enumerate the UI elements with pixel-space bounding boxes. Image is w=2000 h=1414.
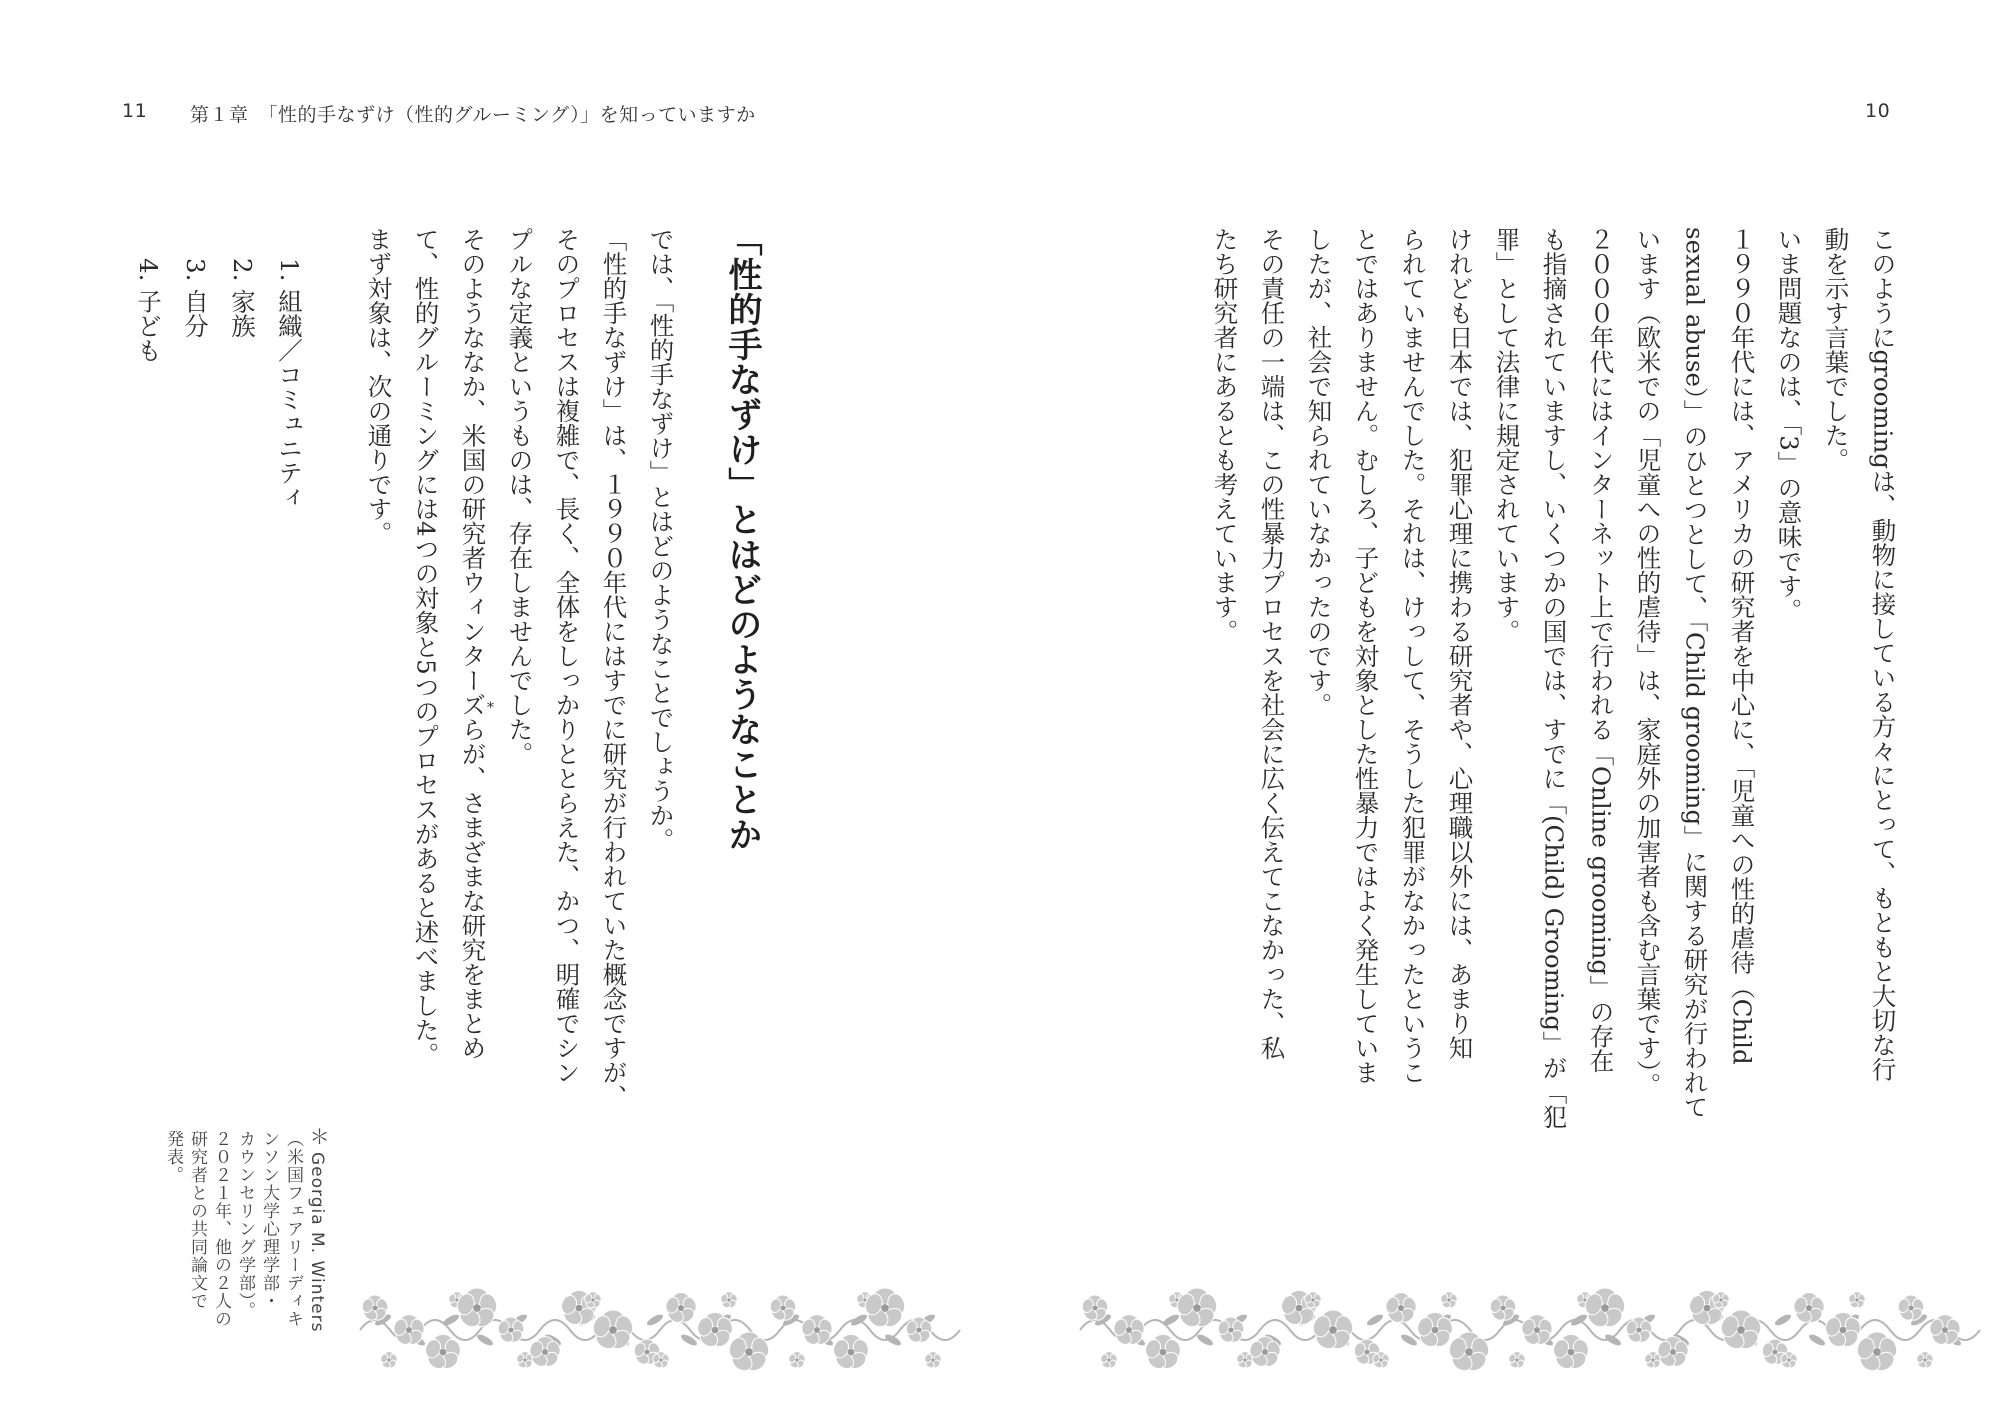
- footnote-line: Georgia M. Winters: [307, 1152, 327, 1333]
- leaf-icon: [441, 1312, 460, 1327]
- body-column: プルな定義というものは、存在しませんでした。: [505, 227, 535, 766]
- page-number-left: 11: [122, 100, 148, 122]
- flower-icon: [1384, 1293, 1418, 1326]
- leaf-icon: [1399, 1332, 1418, 1347]
- flower-icon: [380, 1352, 399, 1370]
- leaf-icon: [1807, 1332, 1826, 1347]
- flower-icon: [831, 1334, 870, 1372]
- flower-icon: [1855, 1332, 1900, 1374]
- footnote-line: カウンセリング学部）。: [235, 1130, 255, 1320]
- footnote-reference-mark: *: [487, 700, 494, 716]
- body-column: 罪」として法律に規定されています。: [1492, 227, 1522, 644]
- flower-icon: [924, 1352, 943, 1370]
- footnote-line: 発表。: [163, 1130, 183, 1184]
- body-column: いま問題なのは、「3」の意味です。: [1774, 227, 1804, 623]
- body-column: 動を示す言葉でした。: [1821, 227, 1851, 472]
- footnote-line: ２０２１年、他の２人の: [211, 1130, 231, 1328]
- body-column: まず対象は、次の通りです。: [364, 227, 394, 546]
- leaf-icon: [645, 1312, 664, 1327]
- floral-vine-ornament-left: [355, 1275, 945, 1385]
- body-column: そのプロセスは複雑で、長く、全体をしっかりととらえた、かつ、明確でシン: [552, 227, 582, 1085]
- leaf-icon: [1365, 1312, 1384, 1327]
- body-column: けれども日本では、犯罪心理に携わる研究者や、心理職以外には、あまり知: [1445, 227, 1475, 1060]
- list-item: 3. 自分: [181, 258, 210, 339]
- footnote-line: 研究者との共同論文で: [187, 1130, 207, 1310]
- section-heading: 「性的手なずけ」とはどのようなことか: [722, 222, 762, 852]
- flower-icon: [423, 1334, 462, 1372]
- body-column: とではありません。むしろ、子どもを対象とした性暴力ではよく発生していま: [1351, 227, 1381, 1085]
- leaf-icon: [1773, 1312, 1792, 1327]
- footnote-line: ンソン大学心理学部・: [259, 1130, 279, 1310]
- flower-icon: [1143, 1334, 1182, 1372]
- flower-icon: [1440, 1292, 1459, 1310]
- body-column: ２０００年代にはインターネット上で行われる「Online grooming」の存在: [1586, 227, 1616, 1074]
- flower-icon: [727, 1332, 772, 1374]
- leaf-icon: [1195, 1332, 1214, 1347]
- list-item: 4. 子ども: [134, 258, 163, 363]
- body-column: したが、社会で知られていなかったのです。: [1304, 227, 1334, 717]
- body-column: そのようななか、米国の研究者ウィンターズらが、さまざまな研究をまとめ: [458, 227, 488, 1060]
- list-item: 2. 家族: [228, 258, 257, 339]
- leaf-icon: [679, 1332, 698, 1347]
- body-column: その責任の一端は、この性暴力プロセスを社会に広く伝えてこなかった、私: [1257, 227, 1287, 1060]
- floral-vine-ornament-right: [1075, 1275, 1965, 1385]
- running-header-chapter-title: 第１章 「性的手なずけ（性的グルーミング）」を知っていますか: [190, 104, 756, 126]
- flower-icon: [1551, 1334, 1590, 1372]
- footnote-line: （米国フェアリーディキ: [283, 1130, 303, 1328]
- leaf-icon: [475, 1332, 494, 1347]
- flower-icon: [1447, 1332, 1492, 1374]
- flower-icon: [1848, 1292, 1867, 1310]
- body-column: られていませんでした。それは、けっして、そうした犯罪がなかったというこ: [1398, 227, 1428, 1085]
- body-column: sexual abuse）」のひとつとして、「Child grooming」に関する研究が行われて: [1680, 227, 1710, 1120]
- body-column: います（欧米での「児童への性的虐待」は、家庭外の加害者も含む言葉です）。: [1633, 227, 1663, 1097]
- body-column: では、「性的手なずけ」とはどのようなことでしょうか。: [646, 227, 676, 852]
- flower-icon: [1792, 1293, 1826, 1326]
- body-column: １９９０年代には、アメリカの研究者を中心に、「児童への性的虐待（Child: [1727, 227, 1757, 1065]
- footnote-marker: ＊: [306, 1126, 330, 1147]
- page-number-right: 10: [1865, 100, 1891, 122]
- flower-icon: [788, 1352, 807, 1370]
- flower-icon: [1311, 1310, 1356, 1352]
- leaf-icon: [1161, 1312, 1180, 1327]
- flower-icon: [1719, 1310, 1764, 1352]
- body-column: も指摘されていますし、いくつかの国では、すでに「(Child) Grooming」が「犯: [1539, 227, 1569, 1130]
- flower-icon: [591, 1310, 636, 1352]
- flower-icon: [664, 1293, 698, 1326]
- body-column: このようにgroomingは、動物に接している方々にとって、もともと大切な行: [1868, 227, 1898, 1082]
- flower-icon: [1100, 1352, 1119, 1370]
- flower-icon: [1916, 1352, 1935, 1370]
- body-column: 「性的手なずけ」は、１９９０年代にはすでに研究が行われていた概念ですが、: [599, 227, 629, 1109]
- body-column: たち研究者にあるとも考えています。: [1210, 227, 1240, 644]
- body-column: て、性的グルーミングには4つの対象と5つのプロセスがあると述べました。: [411, 227, 441, 1067]
- flower-icon: [1508, 1352, 1527, 1370]
- list-item: 1. 組織／コミュニティ: [275, 258, 304, 510]
- flower-icon: [720, 1292, 739, 1310]
